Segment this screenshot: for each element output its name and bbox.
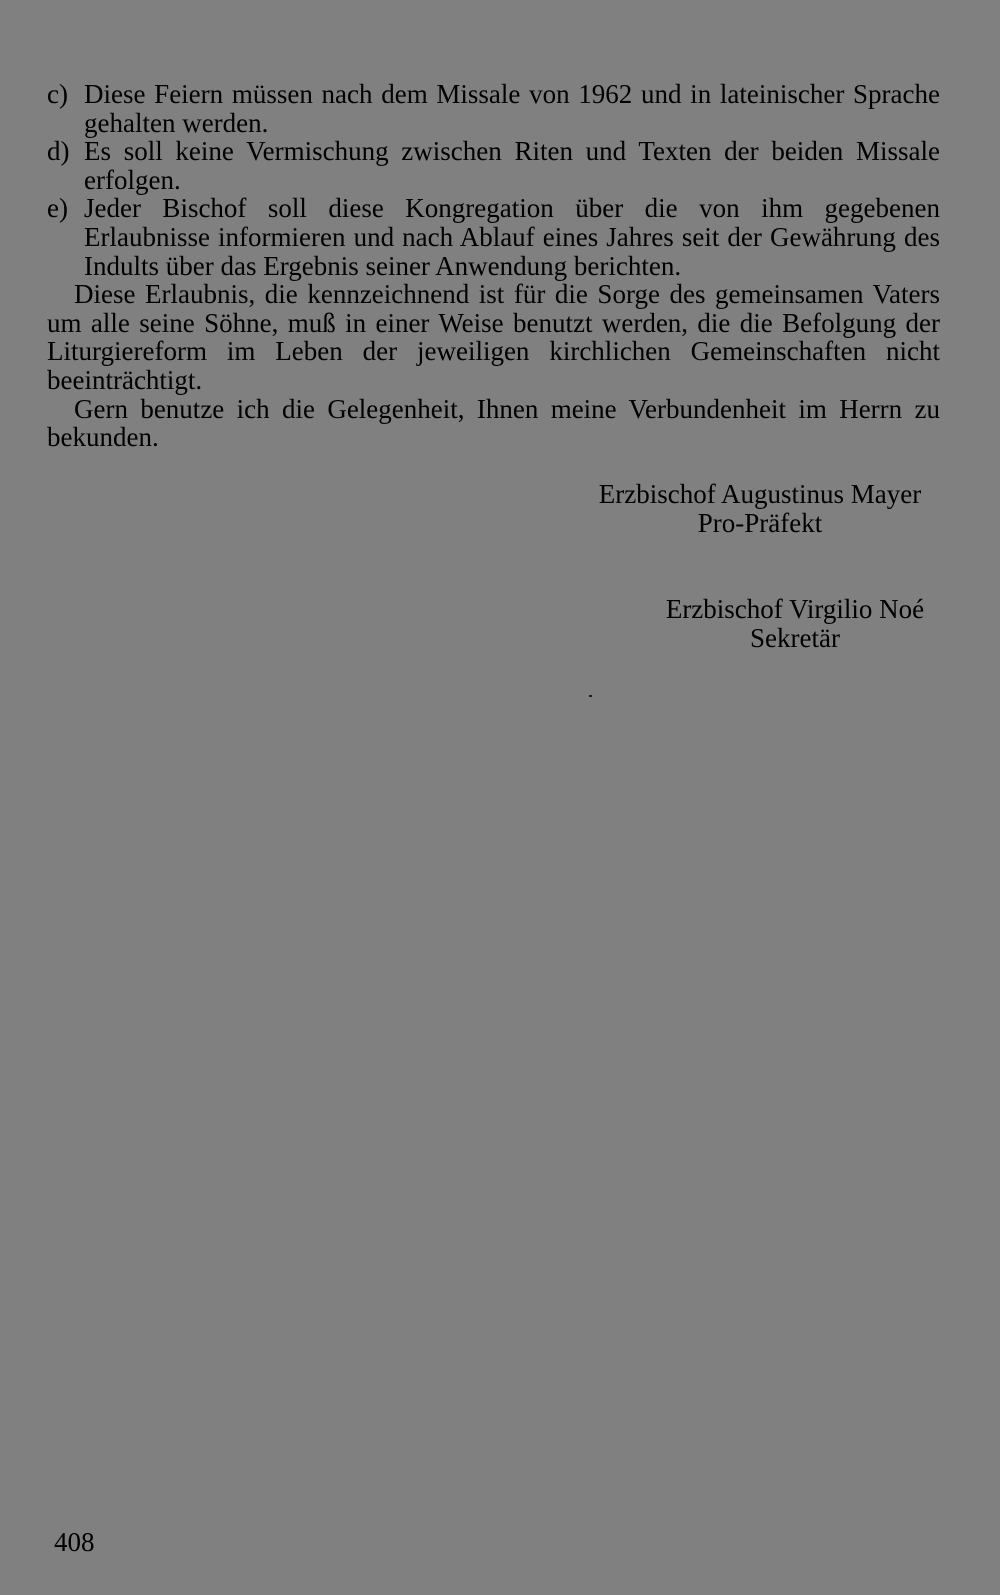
signature-title: Sekretär [750,623,840,653]
signature-title: Pro-Präfekt [697,508,823,538]
list-item-text: Jeder Bischof soll diese Kongregation über die von ihm gegebenen Erlaubnisse informieren und nach Ablauf eines Jahres seit der Gewährung des Indults über das Ergebnis seiner Anwendung berichten. [84,193,940,281]
signature-name: Erzbischof Virgilio Noé [665,594,925,624]
list-item-text: Diese Feiern müssen nach dem Missale von 1962 und in lateinischer Sprache gehalten werden. [84,79,940,138]
page-number: 408 [54,1527,95,1557]
list-item-e [47,194,940,280]
signature-prefect [580,480,940,538]
print-speck [589,695,592,697]
list-marker: d) [47,136,70,167]
signature-name: Erzbischof Augustinus Mayer [598,479,922,509]
body-text [47,80,940,452]
paragraph-permission: Diese Erlaubnis, die kennzeichnend ist für die Sorge des gemeinsamen Vaters um alle seine Söhne, muß in einer Weise benutzt werden, die die Befolgung der Liturgiereform im Leben der jeweiligen kirchlichen Gemeinschaften nicht beeinträchtigt. [47,279,940,395]
paragraph-closing: Gern benutze ich die Gelegenheit, Ihnen meine Verbundenheit im Herrn zu bekunden. [47,393,940,453]
list-marker: c) [47,79,68,109]
list-item-d [47,137,940,194]
list-item-c [47,80,940,137]
list-marker: e) [47,193,68,224]
signature-secretary [650,595,940,653]
list-item-text: Es soll keine Vermischung zwischen Riten und Texten der beiden Missale erfolgen. [84,136,940,195]
